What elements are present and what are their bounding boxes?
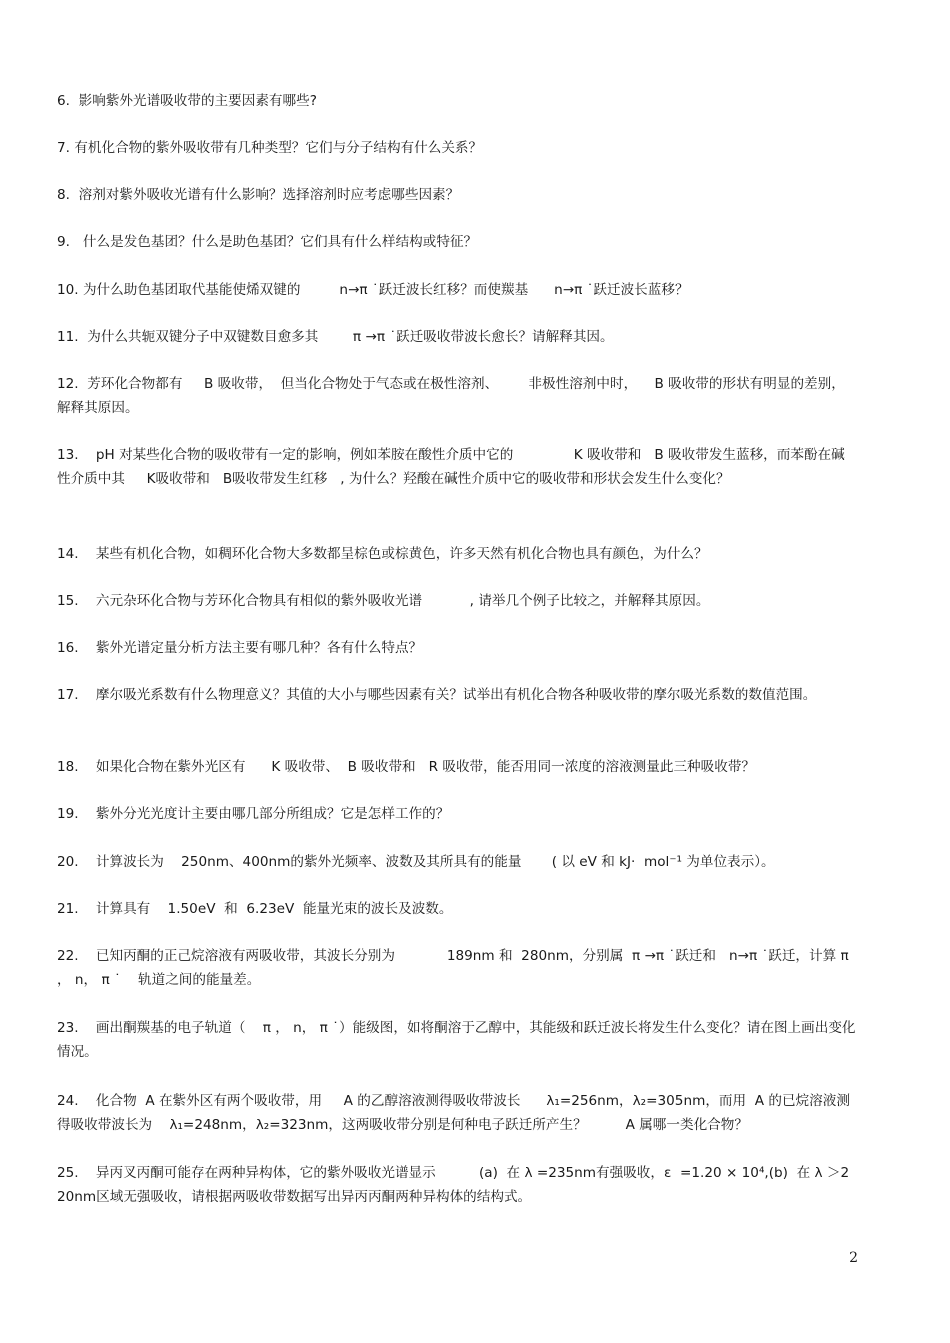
- question-7: 7. 有机化合物的紫外吸收带有几种类型？它们与分子结构有什么关系？: [57, 140, 483, 156]
- question-13: 13. pH 对某些化合物的吸收带有一定的影响，例如苯胺在酸性介质中它的 K 吸收带和 B 吸收带发生蓝移，而苯酚在碱性介质中其 K吸收带和 B吸收带发生红移 , 为什么？羟酸在碱性介质中它的吸收带和形状会发生什么变化？: [57, 447, 845, 487]
- question-21: 21. 计算具有 1.50eV 和 6.23eV 能量光束的波长及波数。: [57, 901, 453, 917]
- question-19: 19. 紫外分光光度计主要由哪几部分所组成？它是怎样工作的？: [57, 806, 450, 822]
- question-17: 17. 摩尔吸光系数有什么物理意义？其值的大小与哪些因素有关？试举出有机化合物各种吸收带的摩尔吸光系数的数值范围。: [57, 687, 817, 703]
- question-9: 9. 什么是发色基团？什么是助色基团？它们具有什么样结构或特征？: [57, 234, 478, 250]
- question-8: 8. 溶剂对紫外吸收光谱有什么影响？选择溶剂时应考虑哪些因素？: [57, 187, 460, 203]
- question-6: 6. 影响紫外光谱吸收带的主要因素有哪些?: [57, 93, 317, 109]
- question-18: 18. 如果化合物在紫外光区有 K 吸收带、 B 吸收带和 R 吸收带，能否用同一浓度的溶液测量此三种吸收带？: [57, 759, 756, 775]
- question-23: 23. 画出酮羰基的电子轨道（ π ， n， π ˙）能级图，如将酮溶于乙醇中，其能级和跃迁波长将发生什么变化？请在图上画出变化情况。: [57, 1020, 856, 1060]
- page-number: 2: [849, 1250, 858, 1266]
- question-16: 16. 紫外光谱定量分析方法主要有哪几种？各有什么特点？: [57, 640, 423, 656]
- question-12: 12. 芳环化合物都有 B 吸收带， 但当化合物处于气态或在极性溶剂、 非极性溶剂中时， B 吸收带的形状有明显的差别，解释其原因。: [57, 376, 845, 416]
- question-15: 15. 六元杂环化合物与芳环化合物具有相似的紫外吸收光谱 , 请举几个例子比较之，并解释其原因。: [57, 593, 710, 609]
- question-20: 20. 计算波长为 250nm、400nm的紫外光频率、波数及其所具有的能量 ( 以 eV 和 kJ· mol⁻¹ 为单位表示）。: [57, 854, 775, 870]
- question-10: 10. 为什么助色基团取代基能使烯双键的 n→π ˙跃迁波长红移？而使羰基 n→π ˙跃迁波长蓝移？: [57, 282, 689, 298]
- question-24: 24. 化合物 A 在紫外区有两个吸收带，用 A 的乙醇溶液测得吸收带波长 λ₁=256nm，λ₂=305nm，而用 A 的已烷溶液测得吸收带波长为 λ₁=248nm，λ₂=323nm，这两吸收带分别是何种电子跃迁所产生？ A 属哪一类化合物？: [57, 1093, 850, 1133]
- question-25: 25. 异丙叉丙酮可能存在两种异构体，它的紫外吸收光谱显示 (a) 在 λ =235nm有强吸收，ε =1.20 × 10⁴,(b) 在 λ ＞220nm区域无强吸收，请根据两吸收带数据写出异丙丙酮两种异构体的结构式。: [57, 1165, 850, 1205]
- question-14: 14. 某些有机化合物，如稠环化合物大多数都呈棕色或棕黄色，许多天然有机化合物也具有颜色，为什么？: [57, 546, 708, 562]
- question-11: 11. 为什么共轭双键分子中双键数目愈多其 π →π ˙跃迁吸收带波长愈长？请解释其因。: [57, 329, 614, 345]
- question-22: 22. 已知丙酮的正己烷溶液有两吸收带，其波长分别为 189nm 和 280nm，分别属 π →π ˙跃迁和 n→π ˙跃迁，计算 π ， n， π ˙ 轨道之间的能量差。: [57, 948, 854, 988]
